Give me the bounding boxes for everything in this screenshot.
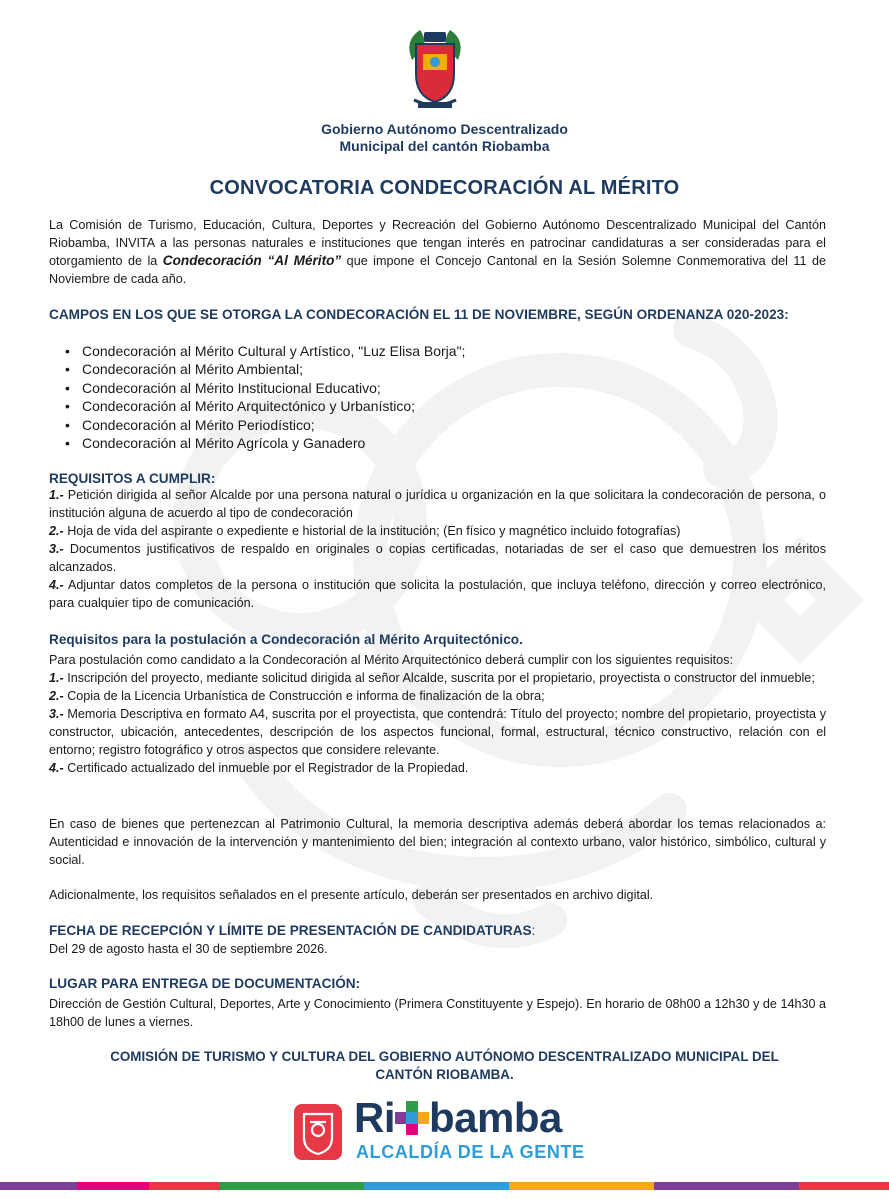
fecha-text: Del 29 de agosto hasta el 30 de septiembre 2026. — [49, 942, 328, 956]
campos-heading: CAMPOS EN LOS QUE SE OTORGA LA CONDECORACIÓN EL 11 DE NOVIEMBRE, SEGÚN ORDENANZA 020-2023: — [49, 307, 789, 322]
color-stripe-bar — [0, 1182, 889, 1190]
stripe-segment — [364, 1182, 509, 1190]
list-item: 3.- Memoria Descriptiva en formato A4, suscrita por el proyectista, que contendrá: Título del proyecto; nombre del propietario, proyectista y constructor, ubicación, antecedentes, descripción de los aspectos funcional, formal, estructural, técnico constructivo, relación con el entorno; registro fotográfico y otros aspectos que considere relevante. — [49, 707, 826, 757]
list-item: • Condecoración al Mérito Ambiental; — [63, 360, 465, 378]
stripe-segment — [219, 1182, 364, 1190]
stripe-segment — [799, 1182, 889, 1190]
arquitectonico-intro: Para postulación como candidato a la Condecoración al Mérito Arquitectónico deberá cumplir con los siguientes requisitos: — [49, 653, 733, 667]
lugar-heading: LUGAR PARA ENTREGA DE DOCUMENTACIÓN: — [49, 976, 361, 991]
riobamba-tagline: ALCALDÍA DE LA GENTE — [356, 1142, 585, 1162]
arquitectonico-heading: Requisitos para la postulación a Condecoración al Mérito Arquitectónico. — [49, 632, 523, 647]
requisitos-heading: REQUISITOS A CUMPLIR: — [49, 471, 216, 486]
list-item: 1.- Petición dirigida al señor Alcalde por una persona natural o jurídica u organización en la que solicitara la condecoración de persona, o institución alguna de acuerdo al tipo de condecoración — [49, 488, 826, 520]
list-item: 4.- Adjuntar datos completos de la persona o institución que solicita la postulación, que incluya teléfono, dirección y correo electrónico, para cualquier tipo de comunicación. — [49, 578, 826, 610]
list-item: • Condecoración al Mérito Periodístico; — [63, 416, 465, 434]
list-item: • Condecoración al Mérito Cultural y Artístico, "Luz Elisa Borja"; — [63, 342, 465, 360]
org-name-line1: Gobierno Autónomo Descentralizado — [321, 121, 568, 137]
list-item: 4.- Certificado actualizado del inmueble por el Registrador de la Propiedad. — [49, 761, 469, 775]
intro-emphasis: Condecoración “Al Mérito” — [162, 253, 342, 268]
intro-text-b: que impone el Concejo Cantonal en la Sesión Solemne Conmemorativa del 11 de Noviembre de cada año. — [49, 254, 826, 286]
list-item: • Condecoración al Mérito Agrícola y Ganadero — [63, 434, 465, 452]
list-item: 2.- Copia de la Licencia Urbanística de Construcción e informa de finalización de la obra; — [49, 689, 545, 703]
org-name-line2: Municipal del cantón Riobamba — [339, 138, 550, 154]
riobamba-wordmark: Ri bamba — [354, 1094, 562, 1141]
colorful-o-icon — [395, 1101, 429, 1135]
intro-paragraph — [49, 216, 826, 288]
coat-of-arms-logo — [402, 26, 468, 112]
lugar-text: Dirección de Gestión Cultural, Deportes, Arte y Conocimiento (Primera Constituyente y Espejo). En horario de 08h00 a 12h30 y de 14h30 a 18h00 de lunes a viernes. — [49, 997, 826, 1029]
patrimonio-paragraph: En caso de bienes que pertenezcan al Patrimonio Cultural, la memoria descriptiva además deberá abordar los temas relacionados a: Autenticidad e innovación de la intervención y mantenimiento del bien; integración al contexto urbano, valor histórico, simbólico, cultural y social. — [49, 817, 826, 867]
stripe-segment — [654, 1182, 799, 1190]
list-item: • Condecoración al Mérito Institucional Educativo; — [63, 379, 465, 397]
document-title: CONVOCATORIA CONDECORACIÓN AL MÉRITO — [209, 177, 680, 199]
fecha-heading: FECHA DE RECEPCIÓN Y LÍMITE DE PRESENTACIÓN DE CANDIDATURAS: — [49, 923, 536, 938]
list-item: 1.- Inscripción del proyecto, mediante solicitud dirigida al señor Alcalde, suscrita por el propietario, proyectista o constructor del inmueble; — [49, 671, 815, 685]
stripe-segment — [0, 1182, 77, 1190]
stripe-segment — [149, 1182, 219, 1190]
list-item: 3.- Documentos justificativos de respaldo en originales o copias certificadas, notariadas de ser el caso que demuestren los méritos alcanzados. — [49, 542, 826, 574]
riobamba-logo-icon — [294, 1104, 342, 1160]
intro-text-a: La Comisión de Turismo, Educación, Cultura, Deportes y Recreación del Gobierno Autónomo Descentralizado Municipal del Cantón Riobamba, INVITA a las personas naturales e instituciones que tengan interés en patrocinar candidaturas a ser consideradas para el otorgamiento de la — [49, 218, 826, 268]
adicional-paragraph: Adicionalmente, los requisitos señalados en el presente artículo, deberán ser presentados en archivo digital. — [49, 888, 654, 902]
stripe-segment — [77, 1182, 149, 1190]
stripe-segment — [509, 1182, 654, 1190]
list-item: • Condecoración al Mérito Arquitectónico y Urbanístico; — [63, 397, 465, 415]
list-item: 2.- Hoja de vida del aspirante o expediente e historial de la institución; (En físico y magnético incluido fotografías) — [49, 524, 681, 538]
campos-list — [63, 342, 465, 452]
arquitectonico-section — [49, 651, 826, 777]
requisitos-list — [49, 486, 826, 612]
footer-commission: COMISIÓN DE TURISMO Y CULTURA DEL GOBIERNO AUTÓNOMO DESCENTRALIZADO MUNICIPAL DEL CANTÓN RIOBAMBA. — [110, 1049, 779, 1082]
